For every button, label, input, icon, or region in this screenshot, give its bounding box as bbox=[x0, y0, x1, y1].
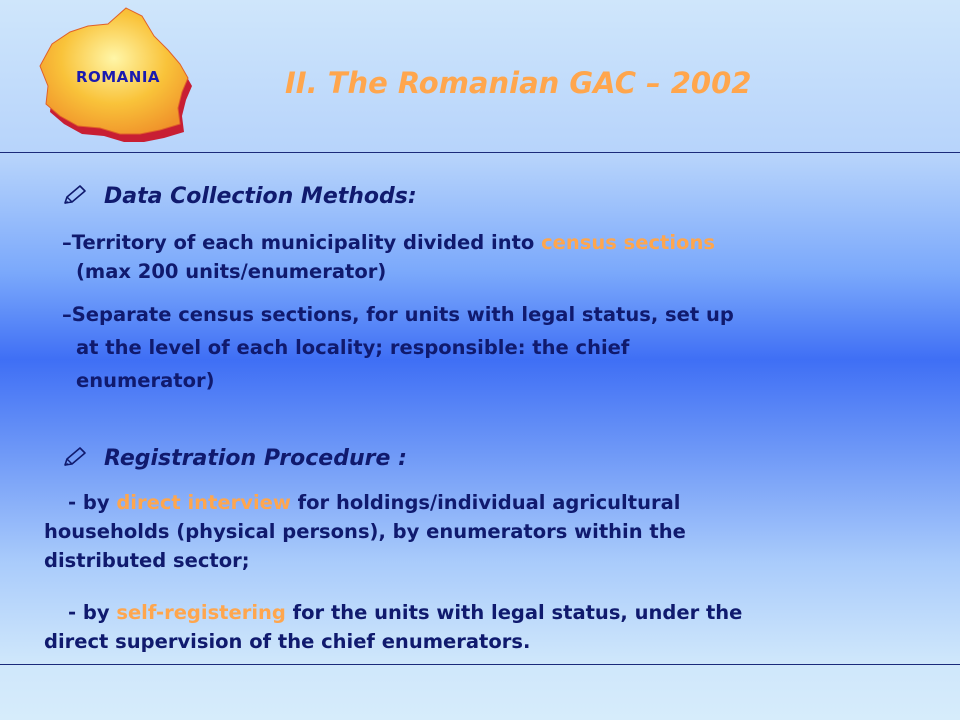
collection-heading-text: Data Collection Methods: bbox=[104, 184, 417, 209]
registration-item-2-prefix: - by bbox=[68, 601, 117, 624]
pencil-icon bbox=[62, 446, 88, 468]
collection-item-2 bbox=[62, 298, 912, 397]
collection-item-2-line2: at the level of each locality; responsible: the chief bbox=[76, 336, 630, 359]
registration-heading bbox=[62, 446, 407, 471]
direct-interview-highlight: direct interview bbox=[116, 491, 291, 514]
page-title: II. The Romanian GAC – 2002 bbox=[285, 66, 752, 100]
logo-label: ROMANIA bbox=[75, 68, 161, 86]
census-sections-highlight: census sections bbox=[541, 231, 715, 254]
collection-item-1-line2: (max 200 units/enumerator) bbox=[76, 260, 387, 283]
registration-item-1 bbox=[44, 488, 924, 575]
registration-heading-text: Registration Procedure : bbox=[104, 446, 407, 471]
collection-item-2-line3: enumerator) bbox=[76, 369, 215, 392]
collection-item-2-line1: –Separate census sections, for units with legal status, set up bbox=[62, 303, 734, 326]
registration-item-2-line2: direct supervision of the chief enumerators. bbox=[44, 630, 531, 653]
collection-heading bbox=[62, 184, 417, 209]
registration-item-1-prefix: - by bbox=[68, 491, 117, 514]
registration-item-2-rest: for the units with legal status, under the bbox=[285, 601, 743, 624]
self-registering-highlight: self-registering bbox=[116, 601, 286, 624]
registration-item-1-line2: households (physical persons), by enumerators within the bbox=[44, 520, 686, 543]
collection-item-1-prefix: –Territory of each municipality divided into bbox=[62, 231, 542, 254]
registration-item-1-rest: for holdings/individual agricultural bbox=[290, 491, 681, 514]
bottom-divider bbox=[0, 664, 960, 665]
registration-item-2 bbox=[44, 598, 924, 656]
pencil-icon bbox=[62, 184, 88, 206]
top-divider bbox=[0, 152, 960, 153]
romania-map-logo bbox=[30, 4, 205, 144]
collection-item-1 bbox=[62, 228, 892, 286]
registration-item-1-line3: distributed sector; bbox=[44, 549, 250, 572]
